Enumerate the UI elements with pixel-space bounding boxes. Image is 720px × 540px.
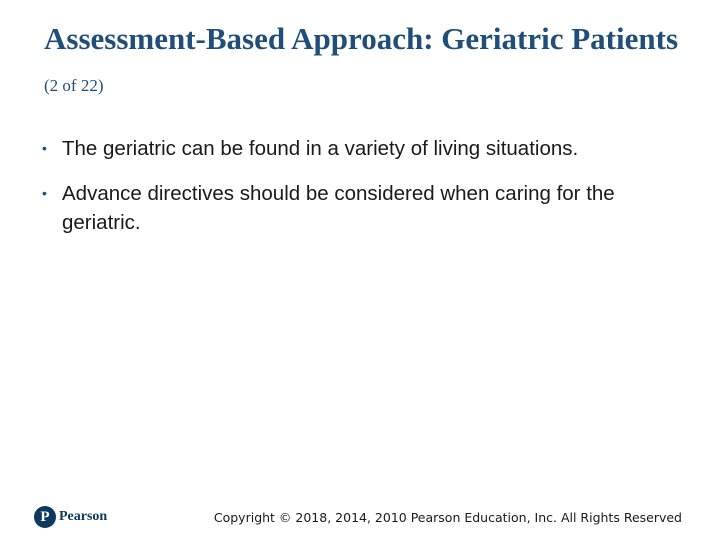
pearson-logo-text: Pearson bbox=[59, 509, 108, 524]
bullet-item bbox=[42, 134, 692, 163]
pearson-logo bbox=[34, 505, 107, 529]
pearson-logo-icon: P bbox=[34, 506, 56, 528]
slide-title-main: Assessment-Based Approach: Geriatric Patients bbox=[44, 21, 679, 56]
bullet-text: Advance directives should be considered when caring for the geriatric. bbox=[62, 182, 615, 234]
copyright-notice: Copyright © 2018, 2014, 2010 Pearson Education, Inc. All Rights Reserved bbox=[213, 510, 682, 525]
bullet-dot-icon: • bbox=[42, 140, 47, 156]
bullet-list bbox=[42, 134, 692, 253]
bullet-dot-icon: • bbox=[42, 185, 47, 201]
bullet-text: The geriatric can be found in a variety of living situations. bbox=[62, 137, 579, 160]
slide-title-counter: (2 of 22) bbox=[44, 76, 104, 95]
bullet-item bbox=[42, 179, 692, 237]
slide-title bbox=[44, 18, 684, 107]
